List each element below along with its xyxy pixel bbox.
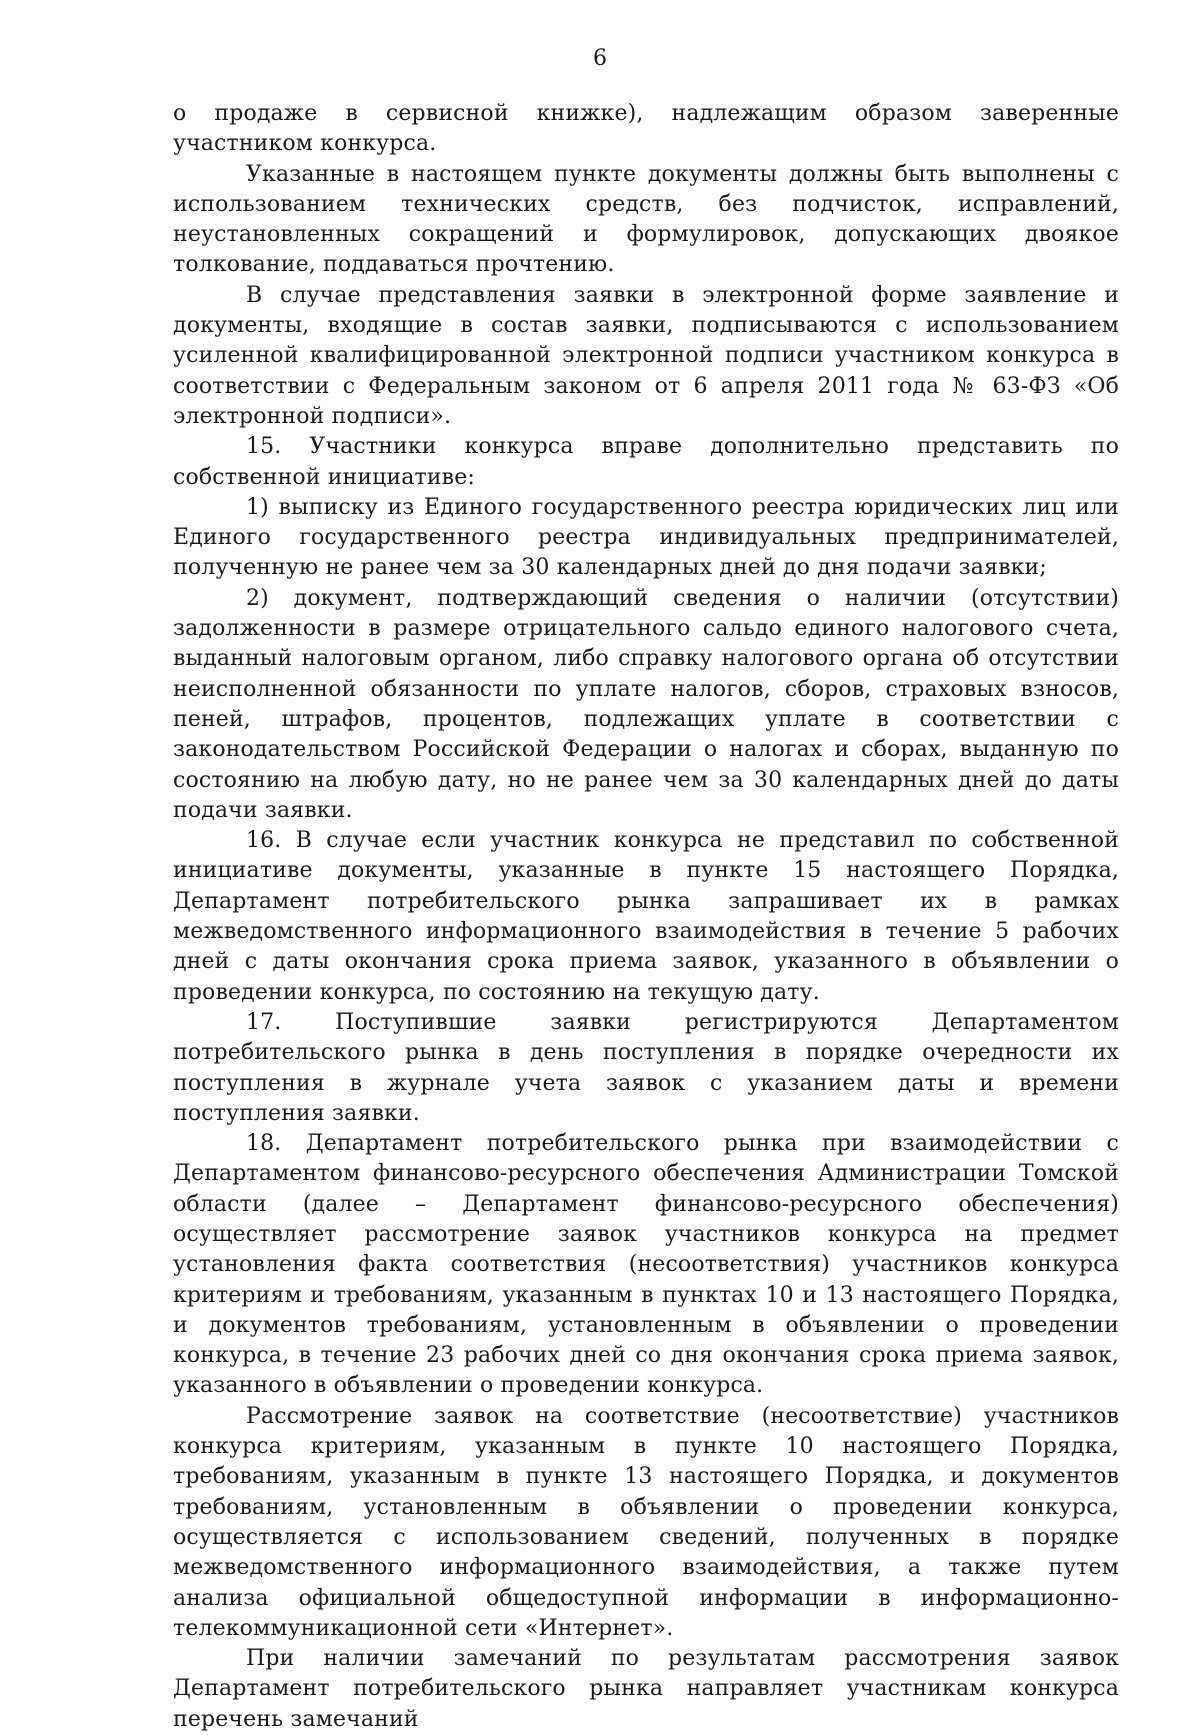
page-number: 6 [593,46,607,71]
paragraph-item-15-1: 1) выписку из Единого государственного реестра юридических лиц или Единого государственного реестра индивидуальных предпринимателей, полученную не ранее чем за 30 календарных дней до дня подачи заявки; [173,494,1119,581]
paragraph-documents-requirements: Указанные в настоящем пункте документы должны быть выполнены с использованием технических средств, без подчисток, исправлений, неустановленных сокращений и формулировок, допускающих двоякое толкование, поддаваться прочтению. [173,161,1119,278]
paragraph-item-15: 15. Участники конкурса вправе дополнительно представить по собственной инициативе: [173,434,1119,490]
paragraph-review-criteria: Рассмотрение заявок на соответствие (несоответствие) участников конкурса критериям, указанным в пункте 10 настоящего Порядка, требованиям, указанным в пункте 13 настоящего Порядка, и документов требованиям, установленным в объявлении о проведении конкурса, осуществляется с использованием сведений, полученных в порядке межведомственного информационного взаимодействия, а также путем анализа официальной общедоступной информации в информационно-телекоммуникационной сети «Интернет». [173,1403,1119,1641]
paragraph-remarks: При наличии замечаний по результатам рассмотрения заявок Департамент потребительского рынка направляет участникам конкурса перечень замечаний [173,1646,1119,1732]
paragraph-continuation: о продаже в сервисной книжке), надлежащим образом заверенные участником конкурса. [173,101,1119,157]
paragraph-item-15-2: 2) документ, подтверждающий сведения о наличии (отсутствии) задолженности в размере отрицательного сальдо единого налогового счета, выданный налоговым органом, либо справку налогового органа об отсутствии неисполненной обязанности по уплате налогов, сборов, страховых взносов, пеней, штрафов, процентов, подлежащих уплате в соответствии с законодательством Российской Федерации о налогах и сборах, выданную по состоянию на любую дату, но не ранее чем за 30 календарных дней до даты подачи заявки. [173,585,1119,823]
document-body [173,99,1119,1735]
paragraph-item-16: 16. В случае если участник конкурса не представил по собственной инициативе документы, указанные в пункте 15 настоящего Порядка, Департамент потребительского рынка запрашивает их в рамках межведомственного информационного взаимодействия в течение 5 рабочих дней с даты окончания срока приема заявок, указанного в объявлении о проведении конкурса, по состоянию на текущую дату. [173,828,1119,1005]
paragraph-item-17: 17. Поступившие заявки регистрируются Департаментом потребительского рынка в день поступления в порядке очередности их поступления в журнале учета заявок с указанием даты и времени поступления заявки. [173,1009,1119,1126]
paragraph-item-18: 18. Департамент потребительского рынка при взаимодействии с Департаментом финансово-ресурсного обеспечения Администрации Томской области (далее – Департамент финансово-ресурсного обеспечения) осуществляет рассмотрение заявок участников конкурса на предмет установления факта соответствия (несоответствия) участников конкурса критериям и требованиям, указанным в пунктах 10 и 13 настоящего Порядка, и документов требованиям, установленным в объявлении о проведении конкурса, в течение 23 рабочих дней со дня окончания срока приема заявок, указанного в объявлении о проведении конкурса. [173,1131,1119,1399]
paragraph-electronic-signature: В случае представления заявки в электронной форме заявление и документы, входящие в состав заявки, подписываются с использованием усиленной квалифицированной электронной подписи участником конкурса в соответствии с Федеральным законом от 6 апреля 2011 года № 63-ФЗ «Об электронной подписи». [173,282,1119,429]
